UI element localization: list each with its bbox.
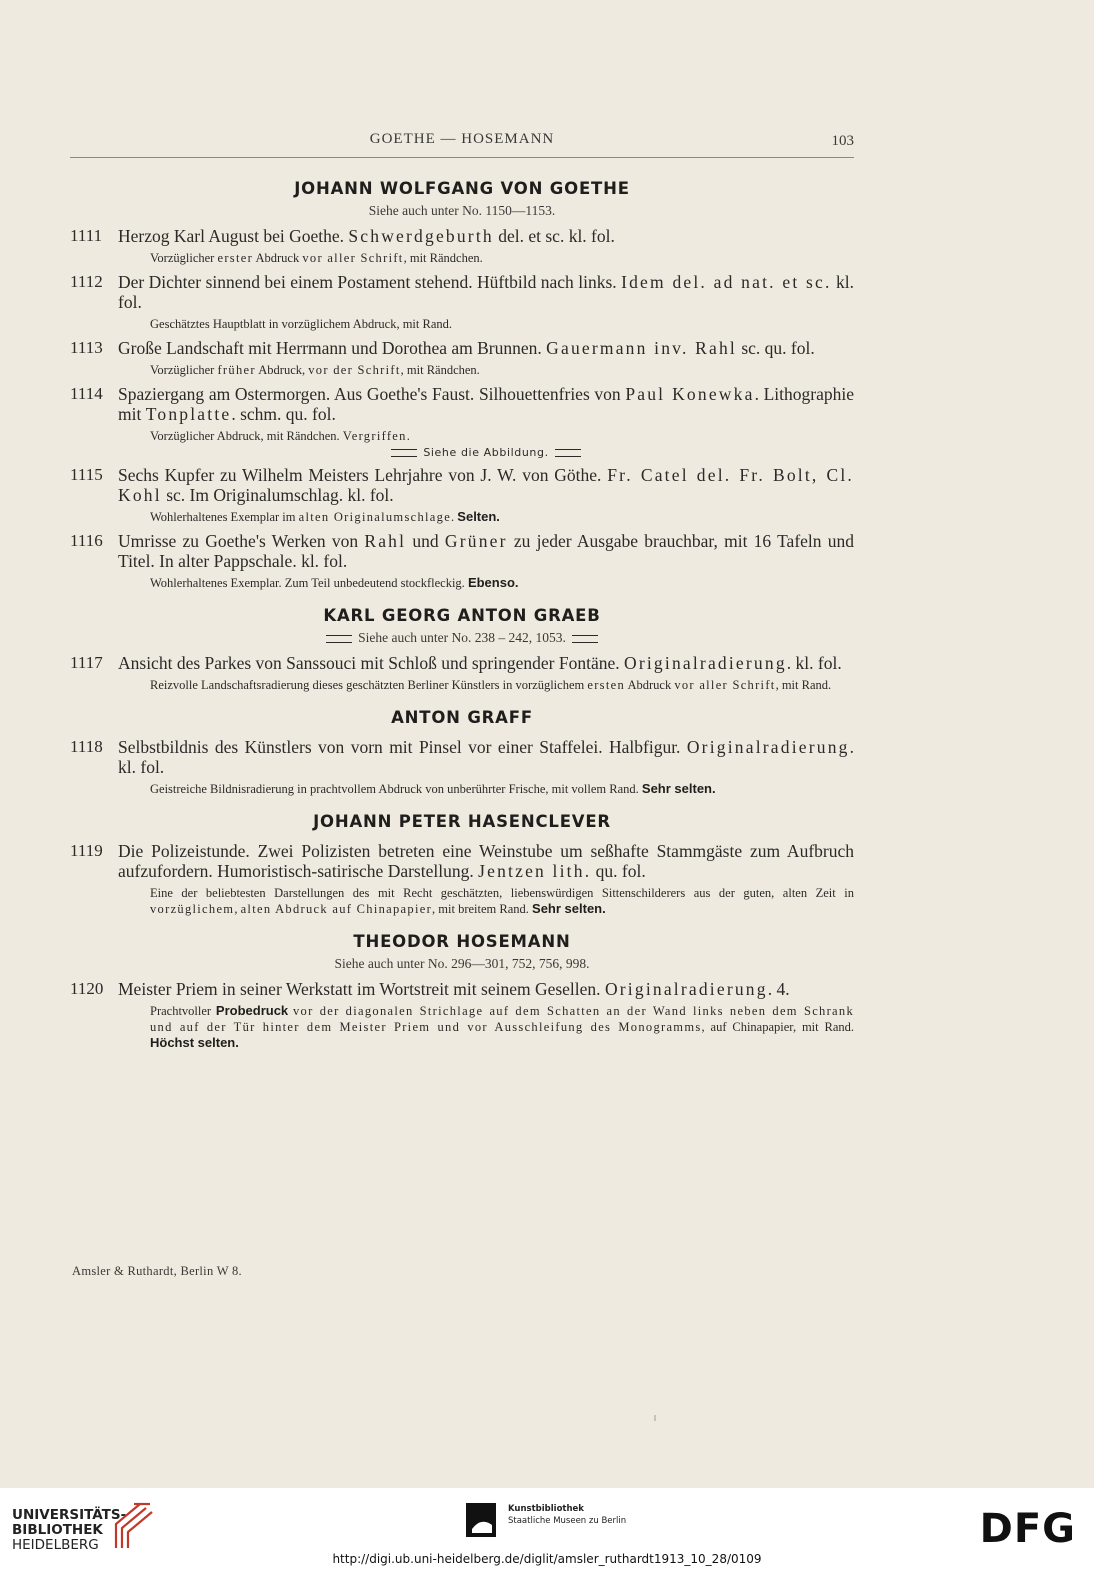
text-run: Vorzüglicher Abdruck, mit Rändchen.: [150, 429, 343, 443]
spaced-text: vor der Schrift: [308, 363, 401, 377]
spaced-text: Originalradierung: [686, 737, 850, 757]
text-run: Reizvolle Landschaftsradierung dieses geschätzten Berliner Künstlers in vorzüglichem: [150, 678, 588, 692]
uni-logo-line: HEIDELBERG: [12, 1537, 99, 1553]
text-run: . kl. fol.: [118, 737, 854, 777]
text-run: Umrisse zu Goethe's Werken von: [118, 531, 365, 551]
spaced-text: vor aller Schrift: [674, 678, 776, 692]
text-run: , mit breitem Rand.: [432, 902, 533, 916]
kunstbibliothek-label: [508, 1503, 626, 1527]
text-run: Spaziergang am Ostermorgen. Aus Goethe's Faust. Silhouettenfries von: [118, 384, 626, 404]
entry-description: [118, 653, 854, 673]
see-also-reference: Siehe auch unter No. 296—301, 752, 756, 998.: [334, 956, 590, 971]
text-run: Sechs Kupfer zu Wilhelm Meisters Lehrjahre von J. W. von Göthe.: [118, 465, 608, 485]
spaced-text: Originalradierung: [604, 979, 768, 999]
rule-ornament: [391, 449, 417, 457]
emphasis-bold: Selten.: [457, 509, 500, 524]
entry-note: [118, 509, 854, 525]
catalog-entry: [70, 653, 854, 693]
entry-description: [118, 226, 854, 246]
entry-description: [118, 338, 854, 358]
lot-number: 1112: [70, 272, 103, 291]
text-run: und: [406, 531, 445, 551]
text-run: . Lithographie mit: [118, 384, 854, 424]
lot-number: 1116: [70, 531, 103, 550]
text-run: .: [451, 510, 458, 524]
text-run: Abdruck,: [255, 363, 309, 377]
entry-description: [118, 841, 854, 881]
spaced-text: Gauermann inv. Rahl: [546, 338, 737, 358]
text-run: Eine der beliebtesten Darstellungen des mit Recht geschätzten, liebenswürdigen Sittenschilderers aus der guten, alten Zeit in: [150, 886, 854, 900]
emphasis-bold: Sehr selten.: [532, 901, 606, 916]
lot-number: 1120: [70, 979, 104, 998]
artist-name: JOHANN WOLFGANG VON GOETHE: [294, 179, 630, 198]
artist-name: JOHANN PETER HASENCLEVER: [313, 812, 611, 831]
viewer-footer: [0, 1488, 1094, 1570]
entry-note: [118, 362, 854, 378]
text-run: kl. fol.: [118, 272, 854, 312]
catalog-entry: [70, 272, 854, 332]
publisher-imprint: Amsler & Ruthardt, Berlin W 8.: [72, 1264, 242, 1278]
spaced-text: Fr. Catel del. Fr. Bolt, Cl. Kohl: [118, 465, 854, 505]
text-run: Wohlerhaltenes Exemplar im: [150, 510, 299, 524]
see-also-reference: [70, 629, 854, 647]
university-emblem-icon: [110, 1500, 154, 1550]
text-run: Die Polizeistunde. Zwei Polizisten betreten eine Weinstube um seßhafte Stammgäste zum Aufbruch aufzufordern. Humoristisch-satirische Darstellung.: [118, 841, 854, 881]
see-also-reference: Siehe auch unter No. 1150—1153.: [368, 203, 556, 218]
artist-section: [70, 603, 854, 693]
text-run: Vorzüglicher: [150, 251, 218, 265]
spaced-text: alten Originalumschlage: [298, 510, 452, 524]
text-run: . 4.: [767, 979, 790, 999]
page-url[interactable]: http://digi.ub.uni-heidelberg.de/diglit/amsler_ruthardt1913_10_28/0109: [332, 1552, 762, 1566]
running-title: GOETHE — HOSEMANN: [369, 131, 555, 147]
emphasis-bold: Probedruck: [215, 1003, 289, 1018]
spaced-text: Rahl: [364, 531, 407, 551]
catalog-entry: [70, 465, 854, 525]
lot-number: 1117: [70, 653, 103, 672]
entry-note: [118, 781, 854, 797]
catalog-entry: [70, 841, 854, 917]
spaced-text: Tonplatte: [145, 404, 232, 424]
text-run: Selbstbildnis des Künstlers von vorn mit Pinsel vor einer Staffelei. Halbfigur.: [118, 737, 687, 757]
emphasis-bold: Ebenso.: [467, 575, 519, 590]
lot-number: 1119: [70, 841, 103, 860]
spaced-text: erster: [217, 251, 254, 265]
dfg-logo: DFG: [979, 1506, 1076, 1552]
entry-description: [118, 979, 854, 999]
text-run: , auf Chinapapier, mit Rand.: [701, 1020, 855, 1034]
spaced-text: alten Abdruck auf Chinapapier: [240, 902, 433, 916]
catalog-entry: [70, 531, 854, 591]
text-run: Ansicht des Parkes von Sanssouci mit Schloß und springender Fontäne.: [118, 653, 624, 673]
illustration-text: Siehe die Abbildung.: [423, 446, 549, 459]
text-run: del. et sc. kl. fol.: [493, 226, 615, 246]
catalog-entry: [70, 338, 854, 378]
library-name: Kunstbibliothek: [508, 1504, 584, 1514]
uni-logo-line: BIBLIOTHEK: [12, 1522, 103, 1538]
entry-note: [118, 316, 854, 332]
entry-description: [118, 272, 854, 312]
text-run: , mit Rand.: [775, 678, 832, 692]
rule-ornament: [572, 635, 598, 643]
catalog-content: [70, 176, 854, 1051]
text-run: .: [406, 429, 410, 443]
entry-description: [118, 384, 854, 424]
lot-number: 1113: [70, 338, 103, 357]
running-head: [70, 131, 854, 155]
text-run: sc. qu. fol.: [736, 338, 815, 358]
text-run: Prachtvoller: [150, 1004, 216, 1018]
lot-number: 1118: [70, 737, 103, 756]
entry-note: [118, 1003, 854, 1051]
entry-note: [118, 575, 854, 591]
text-run: Herzog Karl August bei Goethe.: [118, 226, 349, 246]
spaced-text: vor aller Schrift: [302, 251, 404, 265]
artist-name: THEODOR HOSEMANN: [353, 932, 571, 951]
emphasis-bold: Sehr selten.: [641, 781, 716, 796]
entry-description: [118, 737, 854, 777]
lot-number: 1111: [70, 226, 103, 245]
text-run: . kl. fol.: [786, 653, 842, 673]
text-run: qu. fol.: [591, 861, 646, 881]
artist-section: [70, 176, 854, 591]
see-also-text: Siehe auch unter No. 238 – 242, 1053.: [358, 630, 566, 645]
entry-description: [118, 531, 854, 571]
text-run: Geistreiche Bildnisradierung in prachtvollem Abdruck von unberührter Frische, mit vollem Rand.: [150, 782, 642, 796]
spaced-text: Vergriffen: [342, 429, 407, 443]
catalog-entry: [70, 737, 854, 797]
text-run: Wohlerhaltenes Exemplar. Zum Teil unbedeutend stockfleckig.: [150, 576, 468, 590]
spaced-text: Schwerdgeburth: [348, 226, 494, 246]
entry-note: [118, 677, 854, 693]
spaced-text: ersten: [587, 678, 626, 692]
text-run: Abdruck: [625, 678, 675, 692]
artist-name: KARL GEORG ANTON GRAEB: [323, 606, 601, 625]
print-mark: [654, 1415, 656, 1421]
entry-description: [118, 465, 854, 505]
spaced-text: Jentzen lith.: [478, 861, 592, 881]
spaced-text: vor der diagonalen Strichlage auf dem Schatten an der Wand links neben dem Schrank und auf der Tür hinter dem Meister Priem und vor Ausschleifung des Monogramms: [150, 1004, 855, 1034]
illustration-reference: [118, 446, 854, 459]
entry-note: [118, 885, 854, 917]
text-run: . schm. qu. fol.: [231, 404, 336, 424]
entry-note: [118, 250, 854, 266]
text-run: , mit Rändchen.: [403, 251, 483, 265]
artist-section: [70, 809, 854, 917]
artist-section: [70, 929, 854, 1051]
rule-ornament: [326, 635, 352, 643]
lot-number: 1115: [70, 465, 103, 484]
catalog-entry: [70, 979, 854, 1051]
page-number: 103: [831, 133, 854, 149]
spaced-text: Grüner: [444, 531, 508, 551]
spaced-text: früher: [217, 363, 256, 377]
text-run: Meister Priem in seiner Werkstatt im Wortstreit mit seinem Gesellen.: [118, 979, 605, 999]
catalog-entry: [70, 226, 854, 266]
header-rule: [70, 157, 854, 158]
spaced-text: Idem del. ad nat. et sc.: [621, 272, 832, 292]
text-run: Der Dichter sinnend bei einem Postament stehend. Hüftbild nach links.: [118, 272, 622, 292]
entry-note: [118, 428, 854, 444]
text-run: Große Landschaft mit Herrmann und Dorothea am Brunnen.: [118, 338, 547, 358]
lot-number: 1114: [70, 384, 103, 403]
text-run: sc. Im Originalumschlag. kl. fol.: [161, 485, 394, 505]
text-run: ,: [234, 902, 241, 916]
catalog-entry: [70, 384, 854, 459]
kunstbibliothek-logo-icon: [466, 1503, 496, 1537]
uni-logo-line: UNIVERSITÄTS-: [12, 1507, 127, 1523]
artist-section: [70, 705, 854, 797]
artist-name: ANTON GRAFF: [391, 708, 533, 727]
text-run: Abdruck: [253, 251, 303, 265]
text-run: , mit Rändchen.: [400, 363, 480, 377]
emphasis-bold: Höchst selten.: [150, 1035, 239, 1050]
text-run: Geschätztes Hauptblatt in vorzüglichem Abdruck, mit Rand.: [150, 317, 453, 331]
spaced-text: Originalradierung: [624, 653, 787, 673]
text-run: zu jeder Ausgabe brauchbar, mit 16 Tafeln und Titel. In alter Pappschale. kl. fol.: [118, 531, 854, 571]
library-subtitle: Staatliche Museen zu Berlin: [508, 1516, 627, 1526]
spaced-text: vorzüglichem: [150, 902, 235, 916]
rule-ornament: [555, 449, 581, 457]
text-run: Vorzüglicher: [150, 363, 218, 377]
spaced-text: Paul Konewka: [625, 384, 755, 404]
